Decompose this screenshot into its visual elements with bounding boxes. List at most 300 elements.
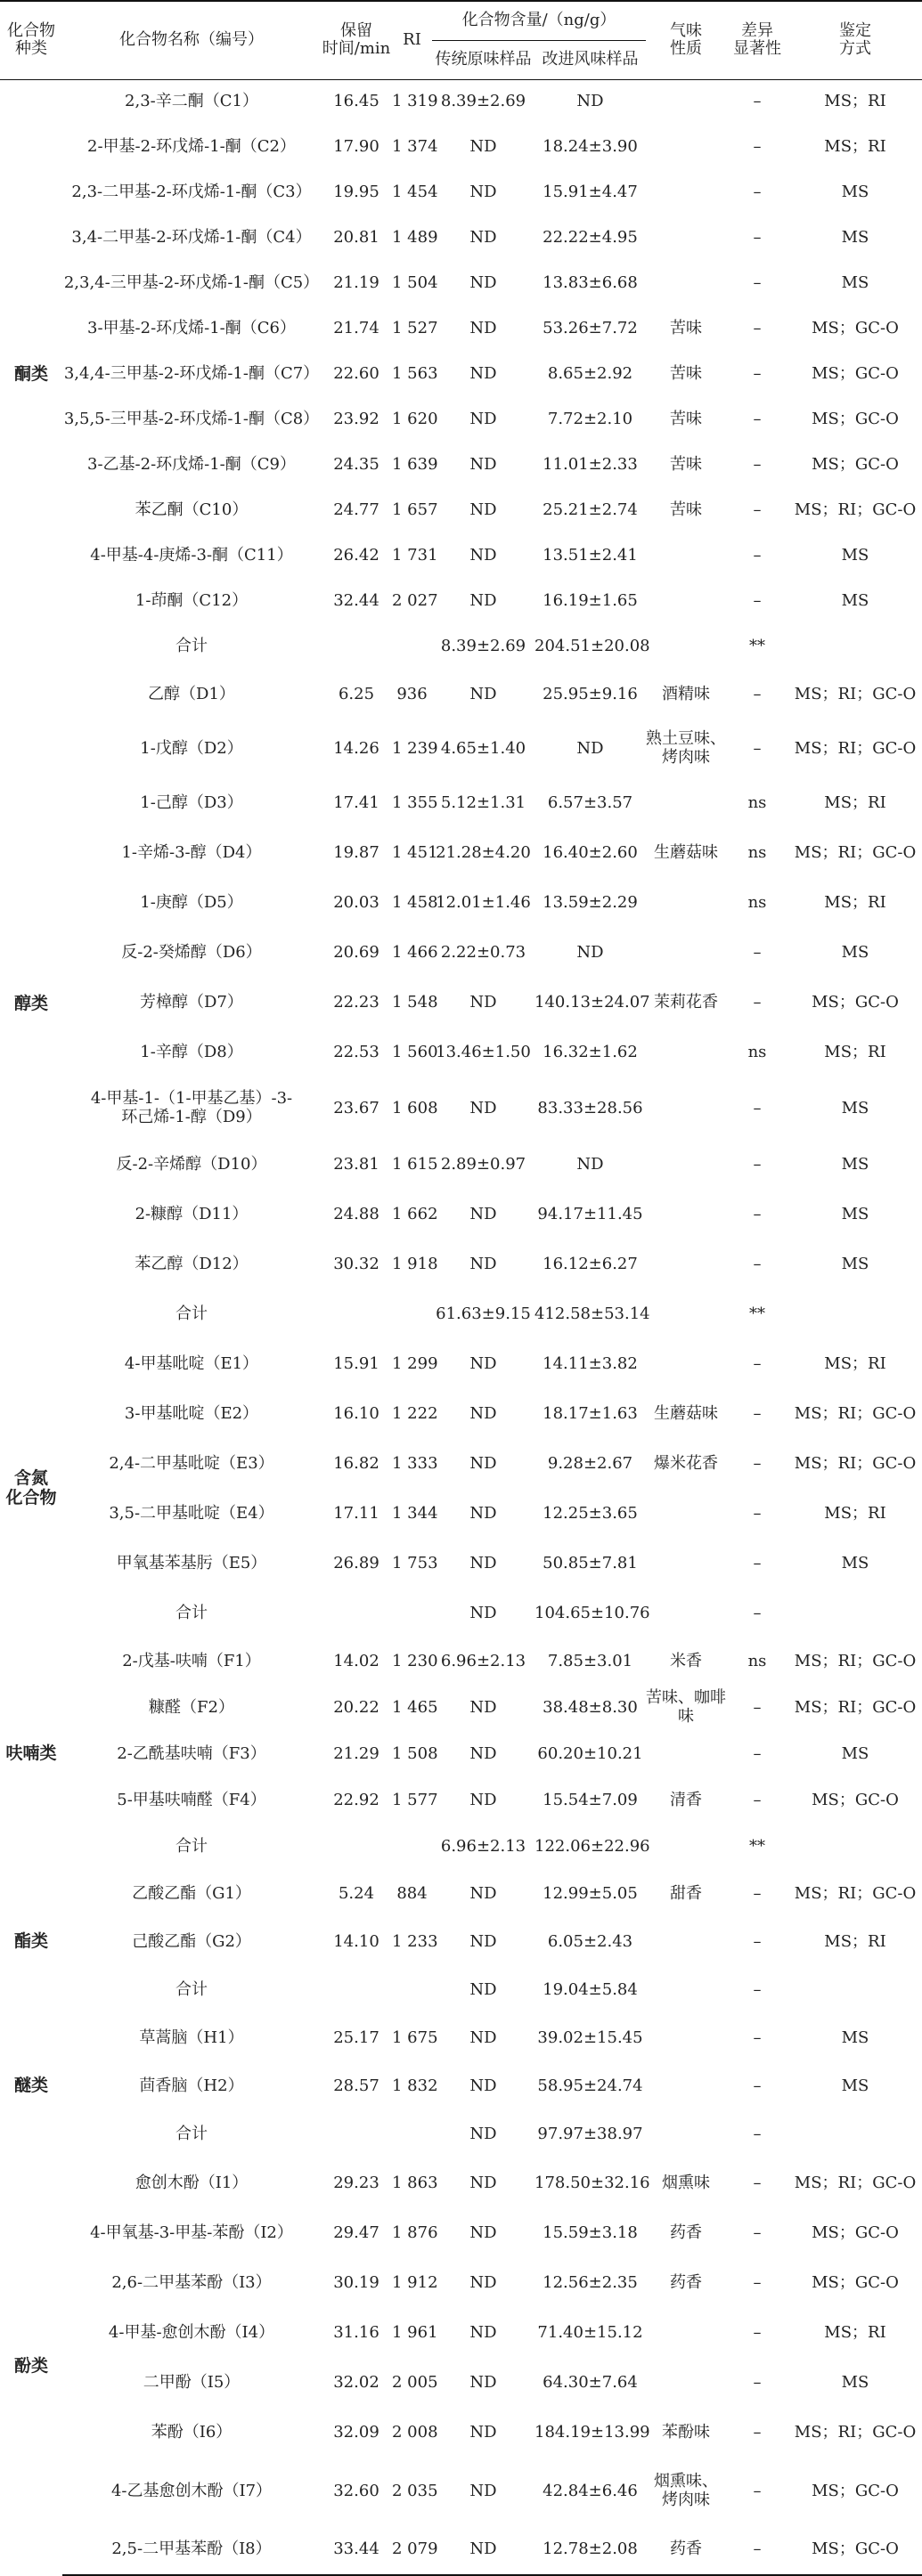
identification-method: MS；RI；GC-O <box>794 1453 917 1473</box>
ri-value: 1 662 <box>392 1204 438 1223</box>
significance: – <box>726 2525 788 2575</box>
table-row <box>0 1077 922 1140</box>
subtotal-row <box>0 1966 922 2014</box>
traditional-content: ND <box>469 1204 497 1223</box>
ri-value: 1 344 <box>392 1503 438 1523</box>
ri-value <box>392 1966 432 2014</box>
odor-property: 生蘑菇味 <box>654 1403 718 1423</box>
significance: – <box>753 591 762 611</box>
improved-content: 13.83±6.68 <box>543 273 638 293</box>
subtotal-row <box>0 1589 922 1638</box>
compound-name: 2,3-辛二酮（C1） <box>125 92 258 111</box>
traditional-content: ND <box>469 1353 497 1373</box>
improved-content: 15.91±4.47 <box>543 183 638 202</box>
ri-value: 1 458 <box>392 892 438 912</box>
traditional-content: ND <box>469 1931 497 1951</box>
traditional-content: ND <box>469 2173 497 2192</box>
odor-property <box>646 261 726 306</box>
improved-content: 13.51±2.41 <box>543 546 638 565</box>
significance: – <box>753 1743 762 1763</box>
odor-property <box>646 1077 726 1140</box>
improved-content: 18.24±3.90 <box>543 137 638 157</box>
retention-time <box>321 1289 392 1339</box>
ri-value: 1 222 <box>392 1403 438 1423</box>
significance: ns <box>747 842 767 862</box>
identification-method: MS；GC-O <box>812 364 899 384</box>
compound-name: 苯乙酮（C10） <box>135 500 249 520</box>
odor-property <box>646 2110 726 2158</box>
compound-name: 4-甲氧基-3-甲基-苯酚（I2） <box>90 2223 293 2242</box>
table-row <box>0 1028 922 1077</box>
retention-time <box>321 1824 392 1870</box>
retention-time: 26.42 <box>333 546 379 565</box>
identification-method: MS；RI <box>824 2322 886 2342</box>
retention-time: 5.24 <box>338 1883 375 1903</box>
compound-name: 2-乙酰基呋喃（F3） <box>117 1743 266 1763</box>
ri-value: 2 079 <box>392 2525 432 2575</box>
traditional-content: ND <box>469 1503 497 1523</box>
improved-content: 16.19±1.65 <box>543 591 638 611</box>
identification-method <box>788 1824 922 1870</box>
table-row <box>0 828 922 878</box>
table-row <box>0 719 922 778</box>
table-body <box>0 79 922 2575</box>
improved-content: 12.56±2.35 <box>543 2272 638 2292</box>
ri-value: 1 451 <box>392 842 438 862</box>
ri-value: 1 615 <box>392 1154 438 1174</box>
retention-time: 20.69 <box>333 942 379 962</box>
retention-time: 19.87 <box>333 842 379 862</box>
significance: – <box>753 2422 762 2442</box>
identification-method: MS <box>841 1098 869 1117</box>
ri-value: 1 230 <box>392 1651 438 1670</box>
traditional-content: ND <box>469 455 497 475</box>
improved-content: 25.21±2.74 <box>543 500 638 520</box>
odor-property <box>646 533 726 579</box>
retention-time: 16.82 <box>333 1453 379 1473</box>
improved-content: 22.22±4.95 <box>543 228 638 248</box>
compound-name: 4-甲基-1-（1-甲基乙基）-3- 环己烯-1-醇（D9） <box>90 1089 293 1126</box>
significance: – <box>753 1154 762 1174</box>
subtotal-row <box>0 1289 922 1339</box>
improved-content: 6.05±2.43 <box>547 1931 633 1951</box>
identification-method: MS；RI <box>824 1042 886 1061</box>
odor-property: 苦味、咖啡味 <box>646 1688 726 1726</box>
significance: ns <box>747 1651 767 1670</box>
identification-method <box>788 624 922 670</box>
table-row <box>0 1638 922 1685</box>
table-row <box>0 1489 922 1539</box>
significance: – <box>753 1403 762 1423</box>
table-row <box>0 2525 922 2575</box>
significance: – <box>753 2322 762 2342</box>
odor-property: 苦味 <box>670 500 702 520</box>
significance: – <box>753 684 762 703</box>
significance: ns <box>747 792 767 812</box>
ri-value: 1 863 <box>392 2173 438 2192</box>
traditional-content: ND <box>469 364 497 384</box>
improved-content: 71.40±15.12 <box>537 2322 643 2342</box>
ri-value: 1 504 <box>392 273 438 293</box>
table-row <box>0 1918 922 1966</box>
table-row <box>0 2258 922 2308</box>
odor-property <box>646 624 726 670</box>
ri-value: 1 333 <box>392 1453 438 1473</box>
identification-method: MS；RI <box>824 792 886 812</box>
table-row <box>0 670 922 719</box>
traditional-content: ND <box>469 2322 497 2342</box>
subtotal-row <box>0 624 922 670</box>
table-row <box>0 1339 922 1389</box>
identification-method <box>788 2110 922 2158</box>
retention-time: 31.16 <box>333 2322 379 2342</box>
ri-value: 936 <box>396 684 428 703</box>
retention-time: 17.41 <box>333 792 379 812</box>
table-row <box>0 1539 922 1589</box>
odor-property: 苦味 <box>670 455 702 475</box>
improved-content: 58.95±24.74 <box>537 2076 643 2095</box>
improved-content: 140.13±24.07 <box>534 992 650 1012</box>
significance: – <box>753 273 762 293</box>
identification-method: MS；GC-O <box>788 2525 922 2575</box>
identification-method: MS；RI；GC-O <box>794 738 917 758</box>
compound-name: 二甲酚（I5） <box>143 2372 241 2392</box>
ri-value: 1 233 <box>392 1931 438 1951</box>
compound-name: 合计 <box>175 2124 208 2143</box>
traditional-content: 2.22±0.73 <box>440 942 526 962</box>
retention-time: 20.22 <box>333 1697 379 1717</box>
traditional-content: ND <box>469 2272 497 2292</box>
odor-property <box>646 125 726 170</box>
ri-value <box>392 1589 432 1638</box>
ri-value: 1 374 <box>392 137 438 157</box>
retention-time: 22.92 <box>333 1790 379 1809</box>
compound-name: 3-乙基-2-环戊烯-1-酮（C9） <box>87 455 296 475</box>
retention-time: 23.92 <box>333 410 379 429</box>
compound-name: 3-甲基吡啶（E2） <box>124 1403 259 1423</box>
compound-name: 合计 <box>175 1304 208 1323</box>
odor-property: 药香 <box>646 2525 726 2575</box>
traditional-content: ND <box>432 2525 534 2575</box>
ri-value: 1 620 <box>392 410 438 429</box>
odor-property: 熟土豆味、 烤肉味 <box>646 729 726 767</box>
ri-value: 1 961 <box>392 2322 438 2342</box>
odor-property: 药香 <box>670 2272 702 2292</box>
retention-time: 32.09 <box>333 2422 379 2442</box>
header-traditional-sample: 传统原味样品 <box>432 40 534 79</box>
significance: ** <box>749 1304 765 1323</box>
retention-time: 14.26 <box>333 738 379 758</box>
identification-method: MS；GC-O <box>812 992 899 1012</box>
identification-method: MS；RI；GC-O <box>794 2422 917 2442</box>
table-row <box>0 778 922 828</box>
identification-method: MS；RI；GC-O <box>794 1403 917 1423</box>
table-row <box>0 928 922 978</box>
compound-name: 1-辛醇（D8） <box>140 1042 243 1061</box>
table-row <box>0 306 922 352</box>
improved-content: 16.12±6.27 <box>543 1254 638 1273</box>
ri-value: 1 563 <box>392 364 438 384</box>
significance: – <box>753 92 762 111</box>
identification-method: MS <box>841 1553 869 1572</box>
ri-value: 1 527 <box>392 319 438 338</box>
compound-name: 2-糠醇（D11） <box>135 1204 249 1223</box>
compound-name: 3,4,4-三甲基-2-环戊烯-1-酮（C7） <box>63 364 320 384</box>
retention-time: 19.95 <box>333 183 379 202</box>
significance: – <box>753 1453 762 1473</box>
compound-name: 2-甲基-2-环戊烯-1-酮（C2） <box>87 137 296 157</box>
significance: – <box>753 992 762 1012</box>
retention-time: 14.10 <box>333 1931 379 1951</box>
odor-property: 爆米花香 <box>654 1453 718 1473</box>
traditional-content: ND <box>469 684 497 703</box>
retention-time: 26.89 <box>333 1553 379 1572</box>
category-cell: 呋喃类 <box>5 1743 57 1764</box>
traditional-content: 6.96±2.13 <box>440 1651 526 1670</box>
identification-method: MS；GC-O <box>812 410 899 429</box>
odor-property <box>646 1589 726 1638</box>
compound-name: 2-戊基-呋喃（F1） <box>122 1651 261 1670</box>
traditional-content: ND <box>469 319 497 338</box>
improved-content: 16.32±1.62 <box>543 1042 638 1061</box>
odor-property: 酒精味 <box>662 684 710 703</box>
odor-property <box>646 1239 726 1289</box>
traditional-content: 5.12±1.31 <box>440 792 526 812</box>
odor-property: 苯酚味 <box>662 2422 710 2442</box>
traditional-content: ND <box>469 2223 497 2242</box>
traditional-content: ND <box>469 992 497 1012</box>
traditional-content: 61.63±9.15 <box>436 1304 531 1323</box>
ri-value: 1 560 <box>392 1042 438 1061</box>
significance: – <box>753 364 762 384</box>
category-cell: 酚类 <box>13 2356 48 2377</box>
compound-name: 3,4-二甲基-2-环戊烯-1-酮（C4） <box>71 228 312 248</box>
odor-property <box>646 1824 726 1870</box>
ri-value: 1 657 <box>392 500 438 520</box>
traditional-content: 8.39±2.69 <box>440 92 526 111</box>
odor-property <box>646 2308 726 2358</box>
significance: – <box>753 546 762 565</box>
traditional-content: ND <box>469 1743 497 1763</box>
significance: – <box>753 500 762 520</box>
table-row <box>0 352 922 397</box>
ri-value: 1 465 <box>392 1697 438 1717</box>
significance: – <box>753 1790 762 1809</box>
odor-property <box>646 1339 726 1389</box>
improved-content: 50.85±7.81 <box>543 1553 638 1572</box>
ri-value: 1 508 <box>392 1743 438 1763</box>
improved-content: 11.01±2.33 <box>543 455 638 475</box>
ri-value: 1 876 <box>392 2223 438 2242</box>
odor-property <box>646 778 726 828</box>
odor-property: 苦味 <box>670 410 702 429</box>
traditional-content: ND <box>469 1553 497 1572</box>
table-row <box>0 125 922 170</box>
odor-property <box>646 1731 726 1777</box>
improved-content: 42.84±6.46 <box>543 2481 638 2500</box>
retention-time: 23.67 <box>333 1098 379 1117</box>
compound-name: 3,5,5-三甲基-2-环戊烯-1-酮（C8） <box>63 410 320 429</box>
ri-value <box>392 1824 432 1870</box>
retention-time: 24.35 <box>333 455 379 475</box>
compound-name: 愈创木酚（I1） <box>135 2173 249 2192</box>
traditional-content: ND <box>469 2422 497 2442</box>
improved-content: 53.26±7.72 <box>543 319 638 338</box>
retention-time: 21.29 <box>333 1743 379 1763</box>
ri-value: 1 466 <box>392 942 438 962</box>
traditional-content: ND <box>469 546 497 565</box>
improved-content: 122.06±22.96 <box>534 1836 650 1856</box>
compound-name: 2,6-二甲基苯酚（I3） <box>111 2272 272 2292</box>
significance: ns <box>747 892 767 912</box>
significance: – <box>753 2027 762 2047</box>
odor-property: 药香 <box>670 2223 702 2242</box>
table-row <box>0 2158 922 2208</box>
improved-content: 60.20±10.21 <box>537 1743 643 1763</box>
table-row <box>0 2358 922 2408</box>
header-odor: 气味 性质 <box>646 1 726 79</box>
odor-property <box>646 928 726 978</box>
odor-property <box>646 79 726 125</box>
table-row <box>0 215 922 261</box>
identification-method: MS；RI；GC-O <box>794 684 917 703</box>
traditional-content: ND <box>469 2124 497 2143</box>
significance: – <box>753 1098 762 1117</box>
compound-name: 合计 <box>175 1979 208 1999</box>
ri-value: 2 008 <box>392 2422 438 2442</box>
retention-time: 22.23 <box>333 992 379 1012</box>
odor-property <box>646 1539 726 1589</box>
significance: – <box>753 1353 762 1373</box>
retention-time: 17.90 <box>333 137 379 157</box>
compound-name: 合计 <box>175 1836 208 1856</box>
ri-value: 1 753 <box>392 1553 438 1572</box>
improved-content: 15.54±7.09 <box>543 1790 638 1809</box>
ri-value: 1 608 <box>392 1098 438 1117</box>
significance: – <box>753 1204 762 1223</box>
traditional-content: ND <box>469 1098 497 1117</box>
odor-property <box>646 1489 726 1539</box>
traditional-content: ND <box>469 1403 497 1423</box>
significance: – <box>753 2272 762 2292</box>
ri-value: 2 035 <box>392 2481 438 2500</box>
retention-time: 28.57 <box>333 2076 379 2095</box>
identification-method: MS；RI <box>824 892 886 912</box>
improved-content: 14.11±3.82 <box>543 1353 638 1373</box>
improved-content: 25.95±9.16 <box>543 684 638 703</box>
ri-value: 1 577 <box>392 1790 438 1809</box>
traditional-content: ND <box>469 500 497 520</box>
compound-name: 3-甲基-2-环戊烯-1-酮（C6） <box>87 319 296 338</box>
traditional-content: 12.01±1.46 <box>436 892 531 912</box>
compound-name: 1-茚酮（C12） <box>135 591 249 611</box>
subtotal-row <box>0 2110 922 2158</box>
odor-property <box>646 215 726 261</box>
traditional-content: 8.39±2.69 <box>440 637 526 656</box>
ri-value: 2 005 <box>392 2372 438 2392</box>
traditional-content: ND <box>469 2076 497 2095</box>
ri-value: 1 832 <box>392 2076 438 2095</box>
compound-name: 4-乙基愈创木酚（I7） <box>110 2481 273 2500</box>
ri-value: 1 299 <box>392 1353 438 1373</box>
table-row <box>0 2458 922 2525</box>
traditional-content: ND <box>469 137 497 157</box>
odor-property: 生蘑菇味 <box>654 842 718 862</box>
odor-property <box>646 2358 726 2408</box>
improved-content: ND <box>576 92 604 111</box>
compound-name: 4-甲基-4-庚烯-3-酮（C11） <box>90 546 293 565</box>
identification-method: MS；RI；GC-O <box>794 1883 917 1903</box>
table-row <box>0 79 922 125</box>
odor-property <box>646 1140 726 1190</box>
ri-value: 1 355 <box>392 792 438 812</box>
improved-content: 83.33±28.56 <box>537 1098 643 1117</box>
table-row <box>0 1239 922 1289</box>
traditional-content: 2.89±0.97 <box>440 1154 526 1174</box>
traditional-content: ND <box>469 1883 497 1903</box>
identification-method <box>788 1289 922 1339</box>
table-row <box>0 1389 922 1439</box>
improved-content: 13.59±2.29 <box>543 892 638 912</box>
significance: – <box>753 2223 762 2242</box>
table-row <box>0 488 922 533</box>
compound-name: 甲氧基苯基肟（E5） <box>116 1553 267 1572</box>
table-row <box>0 579 922 624</box>
retention-time: 32.02 <box>333 2372 379 2392</box>
odor-property <box>646 170 726 215</box>
ri-value: 1 489 <box>392 228 438 248</box>
traditional-content: ND <box>469 273 497 293</box>
improved-content: 7.72±2.10 <box>547 410 633 429</box>
significance: – <box>753 2173 762 2192</box>
table-row <box>0 2308 922 2358</box>
significance: – <box>753 1503 762 1523</box>
improved-content: 6.57±3.57 <box>547 792 633 812</box>
compound-name: 己酸乙酯（G2） <box>132 1931 251 1951</box>
ri-value: 884 <box>396 1883 428 1903</box>
odor-property: 茉莉花香 <box>654 992 718 1012</box>
identification-method: MS <box>841 1743 869 1763</box>
significance: – <box>753 455 762 475</box>
header-category: 化合物 种类 <box>0 1 62 79</box>
improved-content: 204.51±20.08 <box>534 637 650 656</box>
traditional-content: ND <box>469 1453 497 1473</box>
improved-content: 178.50±32.16 <box>534 2173 650 2192</box>
identification-method: MS；RI <box>824 137 886 157</box>
compound-name: 2,3,4-三甲基-2-环戊烯-1-酮（C5） <box>63 273 320 293</box>
retention-time: 15.91 <box>333 1353 379 1373</box>
improved-content: 12.25±3.65 <box>543 1503 638 1523</box>
ri-value: 1 239 <box>392 738 438 758</box>
retention-time: 32.60 <box>333 2481 379 2500</box>
retention-time: 33.44 <box>321 2525 392 2575</box>
significance: – <box>753 1254 762 1273</box>
identification-method: MS；RI；GC-O <box>794 2173 917 2192</box>
retention-time <box>321 624 392 670</box>
retention-time: 21.19 <box>333 273 379 293</box>
retention-time: 29.23 <box>333 2173 379 2192</box>
traditional-content: 21.28±4.20 <box>436 842 531 862</box>
improved-content: 184.19±13.99 <box>534 2422 650 2442</box>
odor-property <box>646 878 726 928</box>
odor-property: 甜香 <box>670 1883 702 1903</box>
identification-method: MS；GC-O <box>812 2223 899 2242</box>
compound-name: 1-辛烯-3-醇（D4） <box>121 842 262 862</box>
category-cell: 酮类 <box>13 363 48 384</box>
table-row <box>0 1777 922 1824</box>
ri-value: 1 731 <box>392 546 438 565</box>
retention-time: 6.25 <box>338 684 375 703</box>
